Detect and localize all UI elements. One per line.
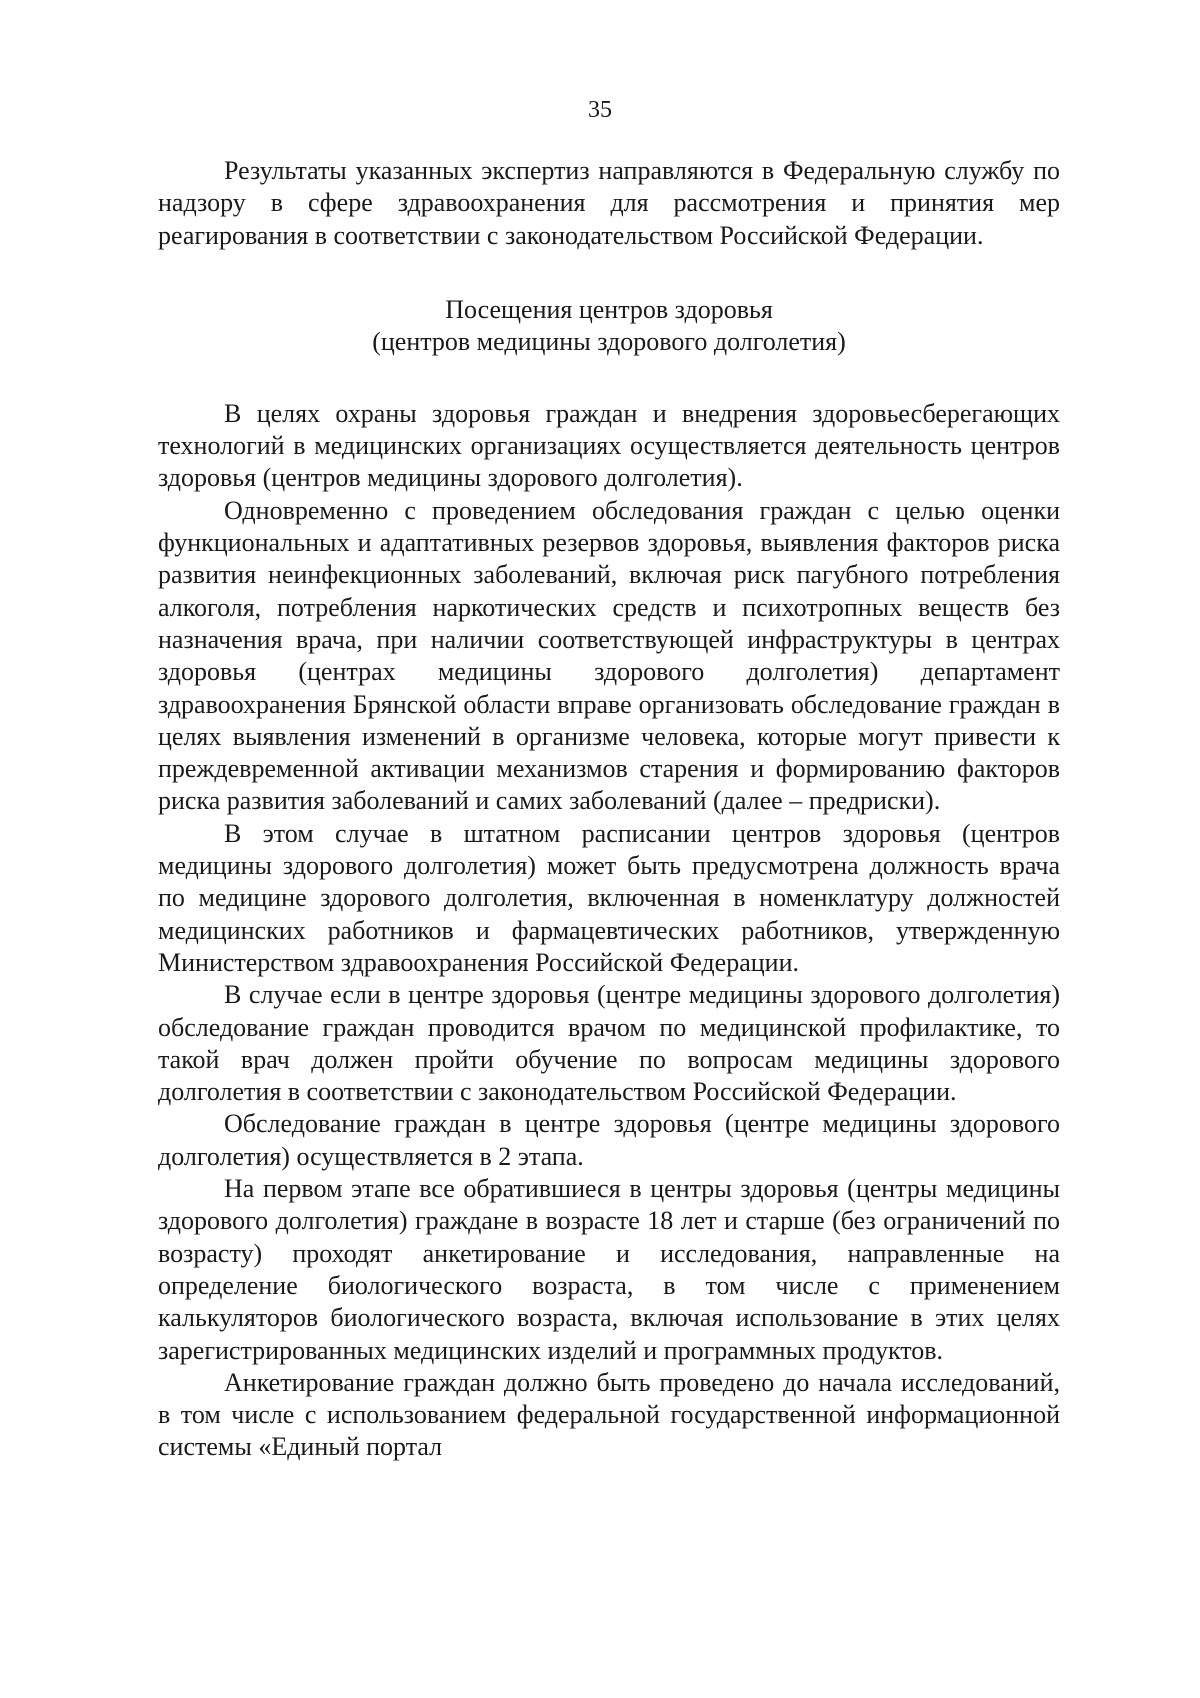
paragraph: В целях охраны здоровья граждан и внедрения здоровьесберегающих технологий в медицинских организациях осуществляется деятельность центров здоровья (центров медицины здорового долголетия). [158,398,1060,493]
page-number: 35 [588,97,612,123]
section-heading-line-1: Посещения центров здоровья [445,294,773,324]
section-heading-line-2: (центров медицины здорового долголетия) [372,326,846,356]
paragraph: В этом случае в штатном расписании центров здоровья (центров медицины здорового долголетия) может быть предусмотрена должность врача по медицине здорового долголетия, включенная в номенклатуру должностей медицинских работников и фармацевтических работников, утвержденную Министерством здравоохранения Российской Федерации. [158,818,1060,977]
document-body [158,155,1060,1464]
paragraph: Обследование граждан в центре здоровья (центре медицины здорового долголетия) осуществляется в 2 этапа. [158,1109,1060,1171]
spacer [158,252,1060,294]
paragraph: В случае если в центре здоровья (центре медицины здорового долголетия) обследование граждан проводится врачом по медицинской профилактике, то такой врач должен пройти обучение по вопросам медицины здорового долголетия в соответствии с законодательством Российской Федерации. [158,980,1060,1107]
intro-paragraph: Результаты указанных экспертиз направляются в Федеральную службу по надзору в сфере здравоохранения для рассмотрения и принятия мер реагирования в соответствии с законодательством Российской Федерации. [158,156,1060,250]
paragraph: На первом этапе все обратившиеся в центры здоровья (центры медицины здорового долголетия) граждане в возрасте 18 лет и старше (без ограничений по возрасту) проходят анкетирование и исследования, направленные на определение биологического возраста, в том числе с применением калькуляторов биологического возраста, включая использование в этих целях зарегистрированных медицинских изделий и программных продуктов. [158,1174,1060,1365]
paragraph-continued: Анкетирование граждан должно быть проведено до начала исследований, в том числе с использованием федеральной государственной информационной системы «Единый портал [158,1367,1060,1462]
paragraph: Одновременно с проведением обследования граждан с целью оценки функциональных и адаптативных резервов здоровья, выявления факторов риска развития неинфекционных заболеваний, включая риск пагубного потребления алкоголя, потребления наркотических средств и психотропных веществ без назначения врача, при наличии соответствующей инфраструктуры в центрах здоровья (центрах медицины здорового долголетия) департамент здравоохранения Брянской области вправе организовать обследование граждан в целях выявления изменений в организме человека, которые могут привести к преждевременной активации механизмов старения и формированию факторов риска развития заболеваний и самих заболеваний (далее – предриски). [158,495,1060,816]
section-heading [158,294,1060,358]
spacer [158,358,1060,398]
